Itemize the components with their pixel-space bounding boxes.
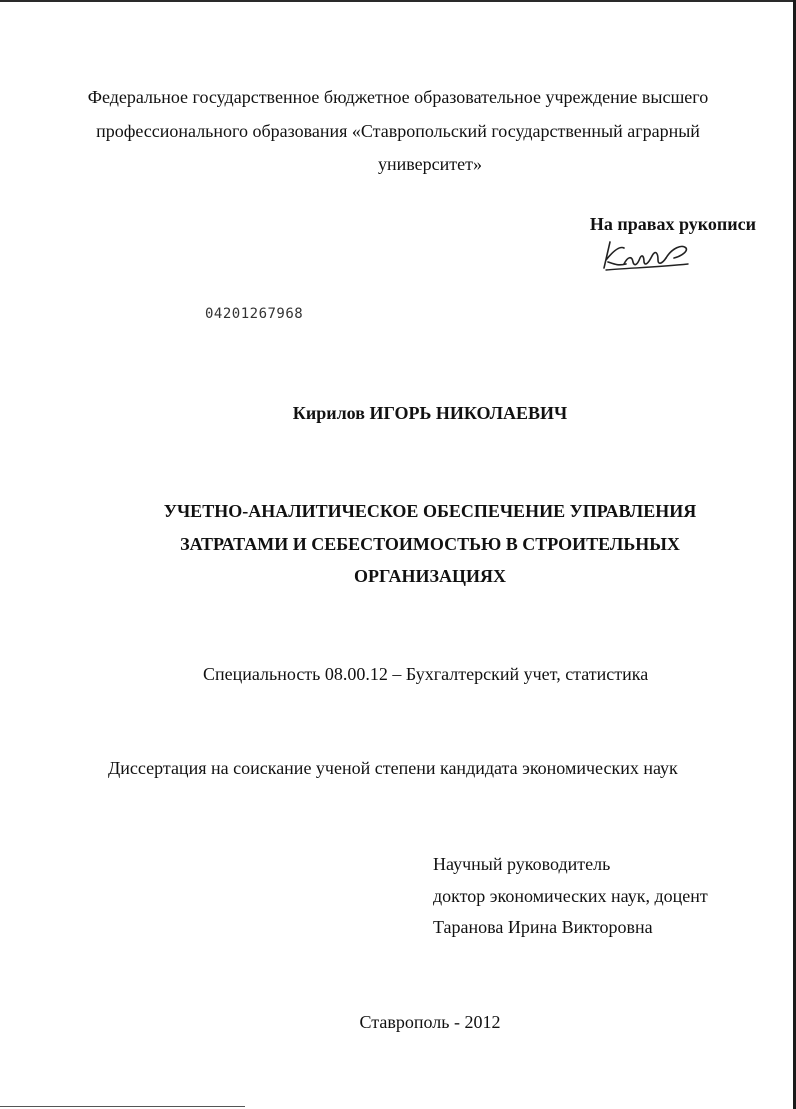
supervisor-name: Таранова Ирина Викторовна [433,917,653,937]
scan-border-top [0,0,796,2]
manuscript-rights-label: На правах рукописи [589,214,756,234]
title-line-3: ОРГАНИЗАЦИЯХ [354,566,506,586]
institution-line-3: университет» [378,154,482,174]
scan-border-bottom [0,1106,245,1107]
author-name: Кирилов ИГОРЬ НИКОЛАЕВИЧ [292,403,568,423]
registration-number: 04201267968 [205,306,304,322]
supervisor-degree: доктор экономических наук, доцент [433,886,708,906]
institution-line-1: Федеральное государственное бюджетное образовательное учреждение высшего [87,87,709,107]
specialty: Специальность 08.00.12 – Бухгалтерский учет, статистика [203,664,649,684]
dissertation-type: Диссертация на соискание ученой степени кандидата экономических наук [108,758,678,778]
institution-line-2: профессионального образования «Ставропольский государственный аграрный [96,121,700,141]
city-year: Ставрополь - 2012 [359,1012,501,1032]
supervisor-role: Научный руководитель [433,854,611,874]
title-line-1: УЧЕТНО-АНАЛИТИЧЕСКОЕ ОБЕСПЕЧЕНИЕ УПРАВЛЕНИЯ [163,501,697,521]
handwritten-signature [600,238,692,274]
title-line-2: ЗАТРАТАМИ И СЕБЕСТОИМОСТЬЮ В СТРОИТЕЛЬНЫХ [180,534,680,554]
